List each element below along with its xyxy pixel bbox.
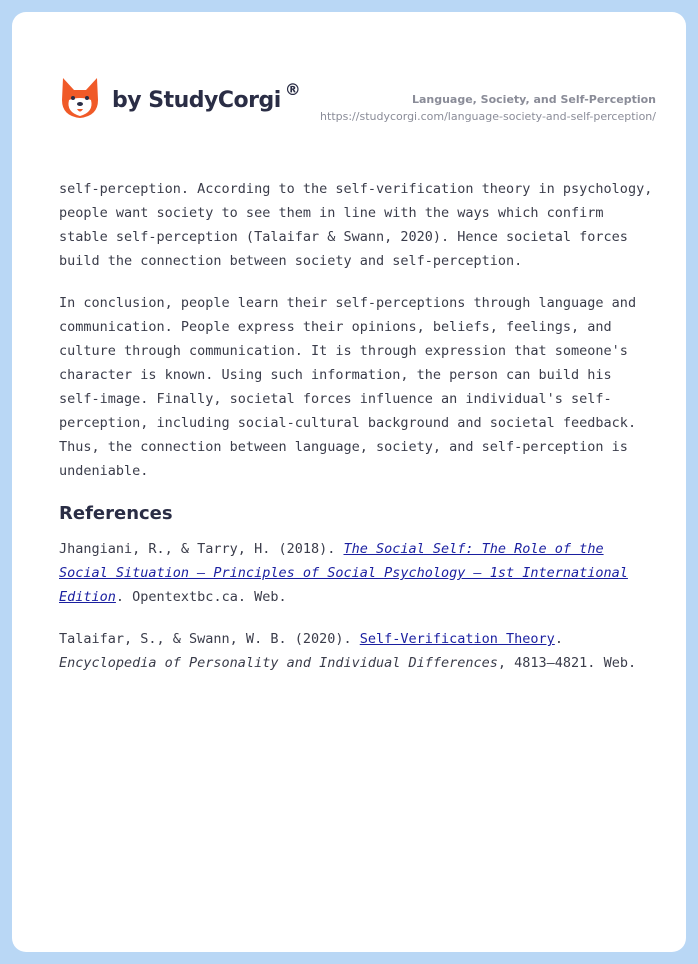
reference-separator: . xyxy=(554,631,563,647)
document-title: Language, Society, and Self-Perception xyxy=(411,93,656,106)
body-paragraph: In conclusion, people learn their self-perceptions through language and communication. People express their opinions, beliefs, feelings, and culture through communication. It is through expression that someone's character is known. Using such information, the person can build his self-image. Finally, societal forces influence an individual's self-perception, including social-cultural background and societal feedback. Thus, the connection between language, society, and self-perception is undeniable. xyxy=(59,295,637,479)
reference-item xyxy=(59,537,655,609)
registered-mark: ® xyxy=(284,79,301,99)
document-body xyxy=(59,177,655,693)
reference-suffix: , 4813–4821. Web. xyxy=(497,655,637,671)
reference-link[interactable]: The Social Self: The Role of the Social Situation – Principles of Social Psychology – 1st International Edition xyxy=(59,541,628,605)
reference-link[interactable]: Self-Verification Theory xyxy=(359,631,555,647)
document-page xyxy=(12,12,686,952)
reference-item xyxy=(59,627,655,675)
reference-authors: Talaifar, S., & Swann, W. B. (2020). xyxy=(59,631,360,647)
reference-suffix: . Opentextbc.ca. Web. xyxy=(115,589,287,605)
corgi-icon xyxy=(60,76,100,120)
body-paragraph: self-perception. According to the self-verification theory in psychology, people want society to see them in line with the ways which confirm stable self-perception (Talaifar & Swann, 2020). Hence societal forces build the connection between society and self-perception. xyxy=(59,181,653,269)
document-meta xyxy=(320,92,656,125)
brand-name: by StudyCorgi ® xyxy=(112,79,301,113)
references-heading: References xyxy=(59,503,173,524)
studycorgi-logo[interactable] xyxy=(60,76,300,120)
reference-authors: Jhangiani, R., & Tarry, H. (2018). xyxy=(59,541,344,557)
reference-journal: Encyclopedia of Personality and Individual Differences xyxy=(59,655,498,671)
page-header xyxy=(60,76,656,146)
document-url[interactable]: https://studycorgi.com/language-society-and-self-perception/ xyxy=(320,110,656,123)
